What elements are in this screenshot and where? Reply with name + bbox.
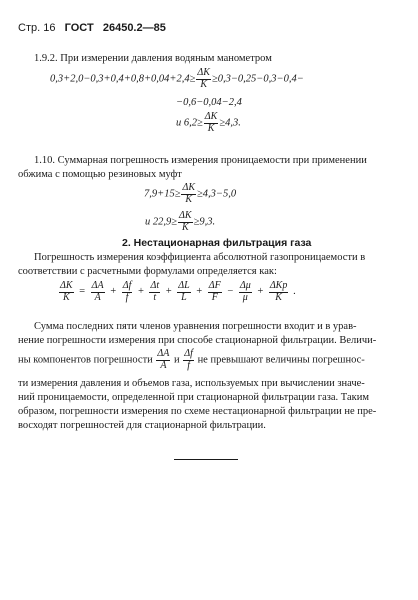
frac-num: ΔK [204, 111, 218, 122]
eq-part: и 6,2≥ [176, 117, 203, 129]
page-number: Стр. 16 [18, 22, 56, 34]
standard-number: 26450.2—85 [102, 22, 166, 34]
fraction [178, 211, 193, 233]
frac-num: ΔA [91, 280, 104, 291]
formula-operator: = [78, 286, 86, 298]
section-2-intro-line1: Погрешность измерения коэффициента абсолютной газопроницаемости в [34, 252, 366, 263]
fraction [181, 183, 196, 205]
section-2-para-line6: образом, погрешности измерения по схеме нестационарной фильтрации не пре- [18, 406, 377, 417]
frac-den: K [207, 122, 215, 134]
formula-term [122, 281, 133, 303]
fraction [196, 68, 211, 90]
eq-part: 7,9+15≥ [144, 188, 181, 200]
section-2-para-line5: ний проницаемости, определенной при стационарной фильтрации газа. Таким [18, 392, 369, 403]
item-1-9-2-text: 1.9.2. При измерении давления водяным манометром [34, 53, 272, 64]
formula-operator: . [293, 286, 296, 298]
formula-operator: + [109, 286, 117, 298]
fraction [183, 349, 194, 371]
eq-part: ≥0,3−0,25−0,3−0,4− [211, 73, 304, 85]
formula-operator: + [256, 286, 264, 298]
item-1-10-text-line2: обжима с помощью резиновых муфт [18, 169, 182, 180]
formula-term [269, 281, 289, 303]
item-1-10-text-line1: 1.10. Суммарная погрешность измерения проницаемости при применении [34, 155, 367, 166]
eq-part: и 22,9≥ [145, 216, 178, 228]
end-rule [174, 459, 238, 460]
para-text: не превышают величины погрешнос- [197, 354, 365, 366]
page-header [18, 22, 166, 34]
formula-operator: + [195, 286, 203, 298]
frac-den: K [200, 78, 208, 90]
item-1-9-2-eq-line3 [176, 112, 241, 134]
frac-num: ΔF [208, 280, 221, 291]
section-2-title: 2. Нестационарная фильтрация газа [122, 237, 312, 249]
item-1-10-eq1 [144, 183, 236, 205]
eq-part: ≥4,3. [219, 117, 241, 129]
frac-num: ΔKр [269, 280, 288, 291]
frac-den: K [62, 291, 70, 303]
section-2-para-line3 [18, 349, 365, 371]
formula-term [239, 281, 252, 303]
formula-operator: + [165, 286, 173, 298]
frac-num: ΔK [60, 280, 73, 291]
frac-num: Δf [122, 280, 132, 291]
frac-den: L [181, 291, 187, 303]
frac-den: K [275, 291, 282, 303]
formula-term [149, 281, 160, 303]
item-1-9-2-eq-line2: −0,6−0,04−2,4 [176, 97, 242, 108]
formula-operator: + [137, 286, 145, 298]
formula-term [59, 281, 74, 303]
fraction [156, 349, 170, 371]
fraction [204, 112, 219, 134]
frac-den: μ [242, 291, 248, 303]
frac-num: ΔK [179, 210, 192, 221]
formula-term [208, 281, 222, 303]
frac-num: Δt [150, 280, 160, 291]
frac-num: Δf [184, 348, 193, 359]
item-1-9-2-eq-line1 [50, 68, 304, 90]
frac-den: f [187, 359, 190, 371]
section-2-para-line1: Сумма последних пяти членов уравнения погрешности входит и в урав- [34, 321, 357, 332]
frac-den: f [125, 291, 129, 303]
formula-term [177, 281, 190, 303]
item-1-10-eq2 [145, 211, 215, 233]
eq-part: ≥9,3. [193, 216, 216, 228]
frac-den: K [181, 221, 189, 233]
section-2-intro-line2: соответствии с расчетными формулами определяется как: [18, 266, 277, 277]
eq-part: 0,3+2,0−0,3+0,4+0,8+0,04+2,4≥ [50, 73, 196, 85]
frac-num: ΔL [178, 280, 190, 291]
frac-den: t [153, 291, 157, 303]
frac-den: A [94, 291, 101, 303]
frac-num: ΔK [197, 67, 210, 78]
para-text: и [174, 354, 180, 366]
formula-term [91, 281, 105, 303]
section-2-para-line4: ти измерения давления и объемов газа, используемых при вычислении значе- [18, 378, 365, 389]
frac-num: ΔK [182, 182, 196, 193]
frac-den: K [185, 193, 193, 205]
frac-den: A [160, 359, 167, 371]
frac-num: ΔA [157, 348, 170, 359]
section-2-para-line7: восходят погрешностей для стационарной фильтрации. [18, 420, 266, 431]
frac-num: Δμ [239, 280, 251, 291]
formula-operator: − [226, 286, 234, 298]
standard-label: ГОСТ [64, 22, 94, 34]
eq-part: ≥4,3−5,0 [197, 188, 237, 200]
frac-den: F [211, 291, 218, 303]
section-2-formula [58, 281, 300, 303]
para-text: ны компонентов погрешности [18, 354, 153, 366]
section-2-para-line2: нение погрешности измерения при способе стационарной фильтрации. Величи- [18, 335, 377, 346]
